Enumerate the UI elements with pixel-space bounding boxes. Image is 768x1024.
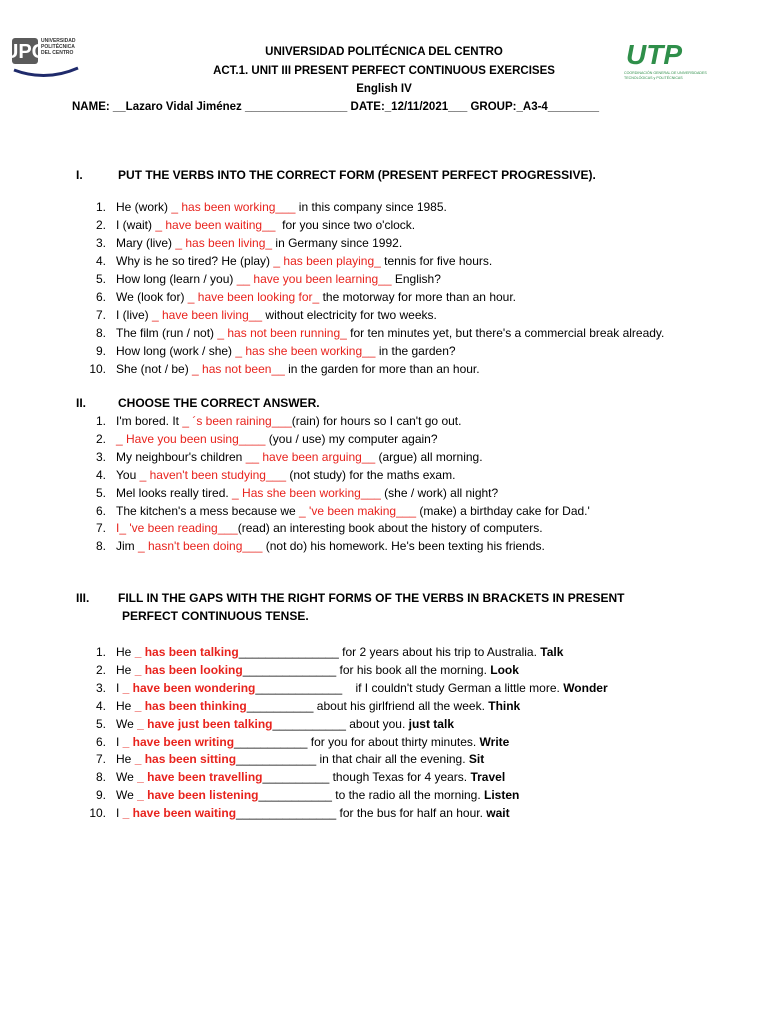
- item-prompt: How long (work / she): [116, 344, 236, 358]
- item-number: 7.: [95, 308, 106, 322]
- section-title: FILL IN THE GAPS WITH THE RIGHT FORMS OF THE VERBS IN BRACKETS IN PRESENT: [118, 591, 625, 605]
- base-verb: Look: [490, 662, 519, 677]
- item-prompt: Why is he so tired? He (play): [116, 254, 274, 268]
- item-number: 6.: [95, 734, 106, 749]
- item-text: [116, 468, 455, 482]
- answer-text: _ has been thinking: [134, 698, 247, 713]
- item-prompt: You: [116, 467, 140, 482]
- item-rest: for his book all the morning.: [336, 662, 491, 677]
- item-text: [116, 681, 608, 695]
- item-text: [116, 645, 563, 659]
- answer-text: _ has not been__: [192, 362, 285, 376]
- answer-text: _ have been waiting__: [155, 218, 276, 232]
- item-text: [116, 432, 438, 446]
- item-number: 10.: [89, 806, 106, 821]
- section-number: II.: [76, 396, 87, 410]
- item-text: [116, 254, 492, 268]
- answer-text: I_ 've been reading___: [116, 521, 238, 536]
- answer-text: _ ´s been raining___: [182, 414, 292, 428]
- answer-blank: _______________: [238, 645, 339, 659]
- item-prompt: I'm bored. It: [116, 414, 183, 428]
- item-rest: without electricity for two weeks.: [262, 308, 437, 322]
- item-text: [116, 806, 510, 820]
- utp-letters: UTP: [626, 39, 682, 70]
- item-text: [116, 735, 509, 749]
- item-prompt: The film (run / not): [116, 326, 218, 340]
- item-prompt: He (work): [116, 200, 172, 214]
- answer-text: _ have been living__: [152, 308, 263, 322]
- item-rest: in that chair all the evening.: [316, 752, 469, 767]
- item-rest: for ten minutes yet, but there's a commercial break already.: [346, 326, 665, 340]
- section-number: I.: [76, 168, 83, 182]
- answer-text: _ have been listening: [137, 788, 259, 803]
- item-rest: tennis for five hours.: [380, 254, 493, 268]
- item-number: 7.: [95, 521, 106, 536]
- answer-text: _ have been looking for_: [187, 290, 320, 304]
- item-rest: the motorway for more than an hour.: [319, 290, 517, 304]
- item-rest: about you.: [345, 716, 409, 731]
- item-text: [116, 218, 415, 232]
- answer-blank: _______________: [236, 806, 337, 821]
- item-text: [116, 770, 505, 784]
- base-verb: Travel: [470, 770, 506, 785]
- answer-text: _ has been playing_: [273, 254, 381, 268]
- item-prompt: I (wait): [116, 218, 156, 232]
- item-number: 3.: [95, 449, 106, 464]
- answer-text: _ have been wondering: [122, 680, 256, 695]
- item-prompt: I: [116, 680, 123, 695]
- student-info-line: NAME: __Lazaro Vidal Jiménez ________________ DATE:_12/11/2021___ GROUP:_A3-4________: [72, 101, 599, 113]
- answer-blank: ___________: [258, 788, 332, 803]
- item-number: 6.: [95, 503, 106, 518]
- answer-blank: __________: [246, 698, 314, 713]
- item-number: 4.: [95, 254, 106, 268]
- answer-blank: ______________: [242, 662, 337, 677]
- answer-blank: ____________: [236, 752, 317, 767]
- answer-text: _ has she been working__: [235, 344, 376, 358]
- utp-text-2: TECNOLÓGICAS y POLITÉCNICAS: [624, 76, 683, 80]
- item-prompt: My neighbour's children: [116, 449, 246, 464]
- item-rest: if I couldn't study German a little more.: [342, 680, 564, 695]
- item-rest: (not study) for the maths exam.: [286, 467, 456, 482]
- utp-logo: [622, 36, 707, 86]
- section-number: III.: [76, 591, 90, 605]
- item-rest: in the garden?: [375, 344, 456, 358]
- base-verb: just talk: [408, 716, 454, 731]
- item-rest: (rain) for hours so I can't go out.: [291, 414, 462, 428]
- item-prompt: I (live): [116, 308, 152, 322]
- item-text: [116, 308, 437, 322]
- item-number: 3.: [95, 680, 106, 695]
- answer-text: _ has been living_: [175, 236, 273, 250]
- answer-text: _ have been travelling: [137, 770, 263, 785]
- item-rest: (make) a birthday cake for Dad.': [416, 503, 590, 518]
- upc-text-2: POLITÉCNICA: [41, 44, 75, 50]
- base-verb: Listen: [484, 788, 520, 803]
- item-rest: (she / work) all night?: [380, 485, 499, 500]
- item-number: 10.: [89, 362, 106, 376]
- course-title: English IV: [356, 83, 412, 95]
- answer-text: _ Have you been using____: [116, 431, 266, 446]
- item-prompt: We: [116, 788, 138, 803]
- item-text: [116, 450, 483, 464]
- base-verb: Think: [488, 698, 521, 713]
- item-prompt: We (look for): [116, 290, 188, 304]
- answer-text: _ has been sitting: [134, 752, 237, 767]
- item-number: 4.: [95, 698, 106, 713]
- answer-text: _ have been waiting: [122, 806, 237, 821]
- item-rest: (you / use) my computer again?: [265, 431, 438, 446]
- answer-blank: __________: [262, 770, 330, 785]
- answer-text: _ has been working___: [171, 200, 296, 214]
- answer-text: _ Has she been working___: [232, 485, 381, 500]
- base-verb: Write: [479, 734, 510, 749]
- answer-blank: _____________: [255, 680, 343, 695]
- item-text: [116, 200, 447, 214]
- item-prompt: The kitchen's a mess because we: [116, 503, 300, 518]
- item-prompt: He: [116, 662, 135, 677]
- item-prompt: Mary (live): [116, 236, 176, 250]
- item-number: 1.: [95, 200, 106, 214]
- base-verb: wait: [486, 806, 510, 821]
- item-text: [116, 699, 520, 713]
- upc-letters: UPC: [3, 41, 47, 63]
- item-text: [116, 344, 456, 358]
- item-prompt: We: [116, 716, 138, 731]
- item-text: [116, 414, 461, 428]
- item-text: [116, 326, 664, 340]
- answer-text: _ 've been making___: [299, 503, 417, 518]
- item-text: [116, 788, 519, 802]
- section-title-cont: PERFECT CONTINUOUS TENSE.: [122, 609, 309, 623]
- item-text: [116, 717, 454, 731]
- answer-blank: ___________: [234, 734, 308, 749]
- section-title: PUT THE VERBS INTO THE CORRECT FORM (PRESENT PERFECT PROGRESSIVE).: [118, 168, 596, 182]
- item-rest: (argue) all morning.: [375, 449, 483, 464]
- item-rest: for the bus for half an hour.: [336, 806, 487, 821]
- item-number: 4.: [95, 467, 106, 482]
- activity-title: ACT.1. UNIT III PRESENT PERFECT CONTINUOUS EXERCISES: [213, 65, 555, 77]
- item-prompt: She (not / be): [116, 362, 193, 376]
- item-number: 7.: [95, 752, 106, 767]
- item-rest: in the garden for more than an hour.: [284, 362, 480, 376]
- item-number: 3.: [95, 236, 106, 250]
- item-number: 8.: [95, 539, 106, 554]
- item-text: [116, 521, 543, 535]
- utp-text-1: COORDINACIÓN GENERAL DE UNIVERSIDADES: [624, 71, 707, 75]
- answer-text: __ have you been learning__: [236, 272, 392, 286]
- item-prompt: I: [116, 806, 123, 821]
- item-prompt: We: [116, 770, 138, 785]
- university-title: UNIVERSIDAD POLITÉCNICA DEL CENTRO: [265, 46, 503, 58]
- item-number: 5.: [95, 272, 106, 286]
- item-text: [116, 272, 441, 286]
- answer-text: _ hasn't been doing___: [138, 539, 263, 554]
- item-rest: (not do) his homework. He's been texting his friends.: [262, 539, 545, 554]
- item-text: [116, 486, 498, 500]
- item-prompt: He: [116, 645, 135, 659]
- item-text: [116, 663, 519, 677]
- item-number: 9.: [95, 788, 106, 803]
- item-text: [116, 504, 590, 518]
- item-number: 1.: [95, 645, 106, 659]
- item-number: 9.: [95, 344, 106, 358]
- upc-text-1: UNIVERSIDAD: [41, 38, 76, 44]
- base-verb: Wonder: [563, 680, 608, 695]
- answer-blank: ___________: [272, 716, 346, 731]
- answer-text: _ haven't been studying___: [139, 467, 287, 482]
- item-prompt: He: [116, 752, 135, 767]
- item-text: [116, 236, 402, 250]
- answer-text: _ have been writing: [122, 734, 235, 749]
- item-rest: (read) an interesting book about the history of computers.: [237, 521, 543, 536]
- base-verb: Talk: [540, 645, 564, 659]
- answer-text: _ has been talking: [134, 645, 239, 659]
- item-text: [116, 539, 545, 553]
- item-number: 8.: [95, 770, 106, 785]
- answer-text: __ have been arguing__: [245, 449, 376, 464]
- item-prompt: Jim: [116, 539, 138, 554]
- item-number: 8.: [95, 326, 106, 340]
- item-rest: to the radio all the morning.: [331, 788, 485, 803]
- section-title: CHOOSE THE CORRECT ANSWER.: [118, 396, 320, 410]
- item-text: [116, 752, 484, 766]
- item-prompt: I: [116, 734, 123, 749]
- item-rest: in Germany since 1992.: [272, 236, 403, 250]
- item-number: 2.: [95, 662, 106, 677]
- item-number: 5.: [95, 716, 106, 731]
- item-text: [116, 362, 480, 376]
- base-verb: Sit: [468, 752, 485, 767]
- item-number: 2.: [95, 431, 106, 446]
- answer-text: _ have just been talking: [137, 716, 273, 731]
- item-number: 5.: [95, 485, 106, 500]
- item-number: 2.: [95, 218, 106, 232]
- item-rest: about his girlfriend all the week.: [313, 698, 489, 713]
- item-number: 6.: [95, 290, 106, 304]
- item-rest: though Texas for 4 years.: [329, 770, 471, 785]
- item-number: 1.: [95, 414, 106, 428]
- upc-text-3: DEL CENTRO: [41, 50, 74, 56]
- item-rest: for you for about thirty minutes.: [307, 734, 480, 749]
- item-prompt: Mel looks really tired.: [116, 485, 233, 500]
- item-prompt: He: [116, 698, 135, 713]
- answer-text: _ has been looking: [134, 662, 243, 677]
- item-rest: for 2 years about his trip to Australia.: [338, 645, 541, 659]
- item-rest: for you since two o'clock.: [275, 218, 416, 232]
- item-prompt: How long (learn / you): [116, 272, 237, 286]
- item-text: [116, 290, 516, 304]
- answer-text: _ has not been running_: [217, 326, 347, 340]
- item-rest: English?: [391, 272, 441, 286]
- item-rest: in this company since 1985.: [295, 200, 447, 214]
